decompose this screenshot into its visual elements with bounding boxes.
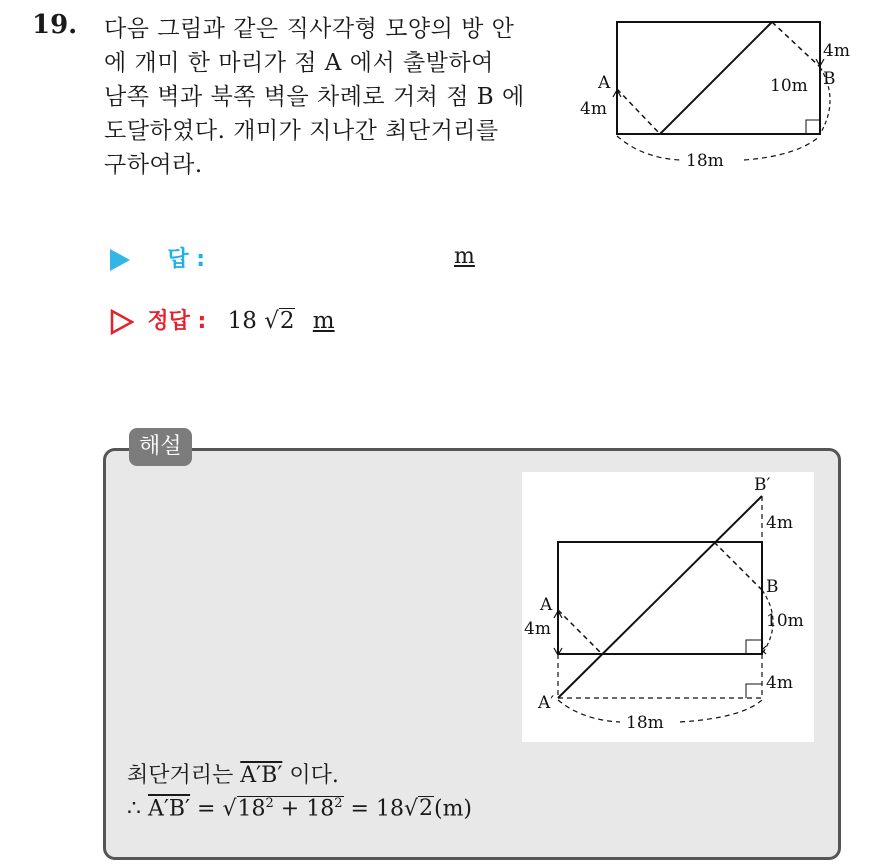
ant-path-end — [772, 22, 820, 67]
solution-line1-end: 이다. — [289, 763, 339, 788]
dim-right-label: 10m — [770, 76, 808, 96]
dim-bottom-label: 18m — [626, 713, 664, 733]
dim-a-label: 4m — [580, 99, 607, 119]
correct-answer-row: 정답 : 18 √2 m — [110, 304, 335, 335]
dim-bottom-arc-left — [617, 136, 680, 160]
equals-sign: = — [197, 796, 216, 822]
play-outline-icon — [110, 309, 134, 335]
solution-tag: 해설 — [129, 428, 192, 466]
question-line-1: 다음 그림과 같은 직사각형 모양의 방 안 — [104, 16, 515, 42]
dim-a-label: 4m — [524, 619, 551, 639]
correct-value-coef: 18 — [227, 308, 257, 334]
dim-b-top-label: 4m — [823, 41, 850, 61]
dim-bottom-arc-right — [744, 136, 820, 160]
label-a: A — [598, 73, 611, 93]
solution-line-2: ∴ $A'B' = √18^2 + 18^2 = 18√2(m)$ — [127, 796, 473, 822]
dim-bottom-right-label: 4m — [766, 673, 793, 693]
question-number: 19. — [32, 10, 78, 40]
dim-right-label: 10m — [766, 611, 804, 631]
solution-figure — [522, 472, 814, 742]
correct-unit: m — [312, 308, 335, 334]
question-line-4: 도달하였다. 개미가 지나간 최단거리를 — [104, 118, 499, 144]
answer-row — [110, 242, 205, 273]
dim-bottom-label: 18m — [686, 151, 724, 171]
dim-top-label: 4m — [766, 513, 793, 533]
label-b: B — [766, 577, 779, 597]
answer-label: 답 : — [167, 247, 206, 272]
correct-value-root: 2 — [279, 308, 295, 334]
label-b-prime: B′ — [754, 475, 771, 495]
therefore-symbol: ∴ — [127, 796, 141, 822]
label-a-prime: A′ — [538, 693, 555, 713]
label-b: B — [823, 69, 836, 89]
segment-a-prime-b-prime: A′B′ — [240, 763, 283, 788]
room-figure — [572, 8, 872, 188]
solution-line1-text: 최단거리는 — [127, 763, 234, 788]
ant-path-mid — [660, 22, 772, 134]
result-unit: (m) — [433, 796, 473, 822]
question-line-3: 남쪽 벽과 북쪽 벽을 차례로 거쳐 점 B 에 — [104, 84, 525, 110]
question-line-5: 구하여라. — [104, 152, 203, 178]
root-expression: $18^2 + 18^2$ — [237, 796, 343, 822]
ant-path-start — [617, 89, 660, 134]
right-angle-mark — [806, 120, 820, 134]
result-coef: 18 — [375, 796, 404, 822]
segment-a-prime-b-prime: A′B′ — [148, 796, 191, 822]
label-a: A — [540, 595, 553, 615]
play-filled-icon — [110, 249, 130, 271]
result-root: 2 — [418, 796, 433, 822]
solution-line-1 — [127, 758, 339, 789]
correct-label: 정답 : — [147, 309, 207, 334]
equals-sign: = — [350, 796, 369, 822]
answer-unit: m — [454, 244, 475, 269]
question-line-2: 에 개미 한 마리가 점 A 에서 출발하여 — [104, 50, 494, 76]
